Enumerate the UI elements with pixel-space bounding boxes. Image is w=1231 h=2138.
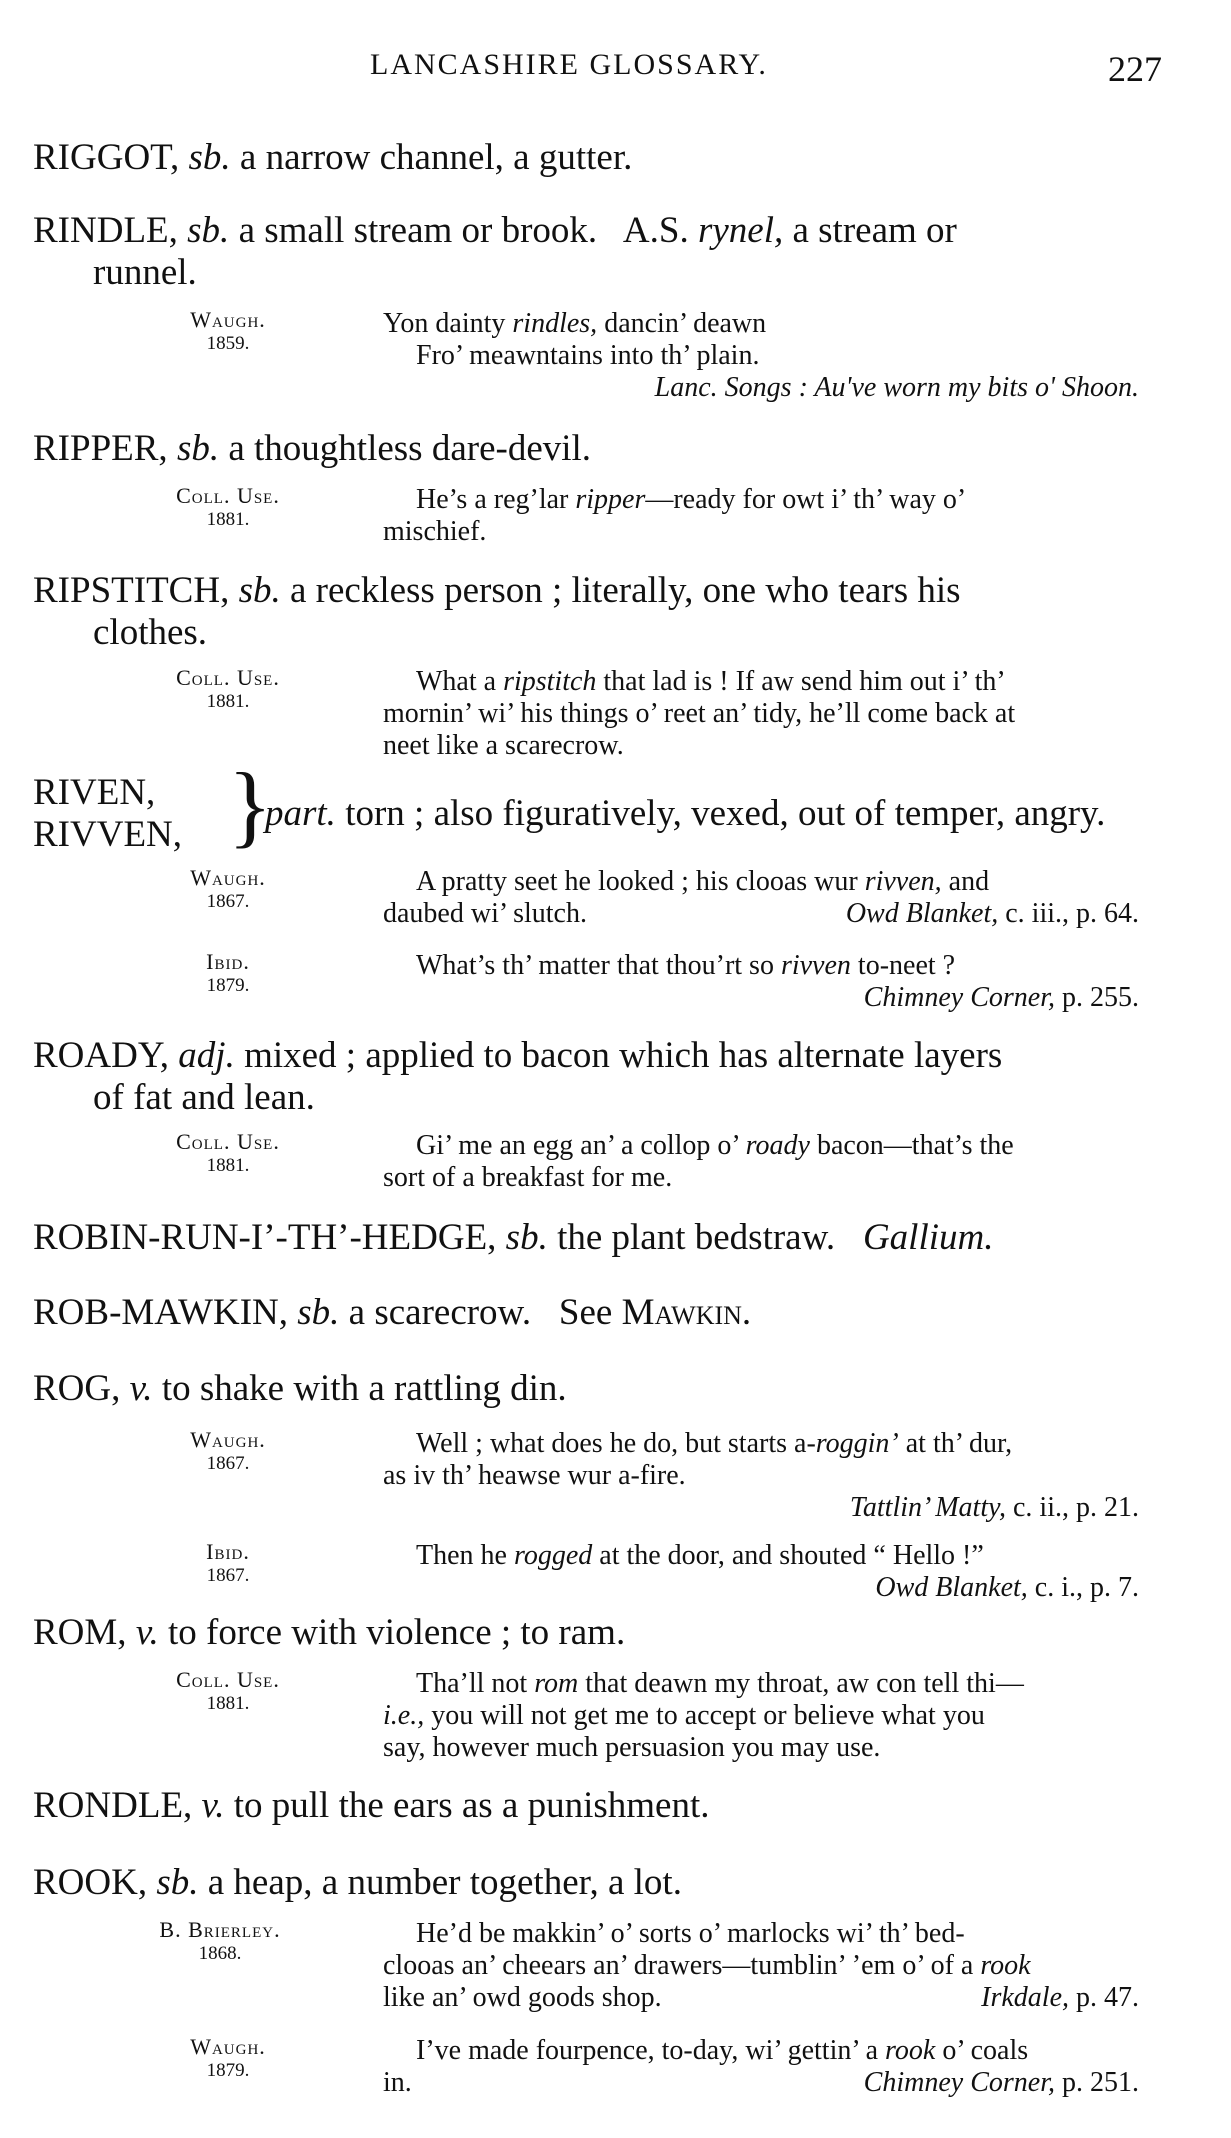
citation-reference: Chimney Corner, [863,2067,1055,2098]
quote-text: say, however much persuasion you may use. [383,1732,881,1763]
citation-quote [383,308,1179,404]
quote-text: I’ve made fourpence, to-day, wi’ gettin’ a [416,2035,886,2066]
citation-quote [383,866,1179,930]
definition: to force with violence ; to ram. [168,1612,626,1653]
source-year: 1859. [206,333,250,354]
source-name: B. Brierley. [159,1917,281,1942]
citation-source [148,1668,308,1716]
quote-keyword: ripstitch [503,666,597,697]
quote-text: clooas an’ cheears an’ drawers—tumblin’ ’em o’ of a [383,1950,981,1981]
quote-keyword: rogged [513,1540,593,1571]
citation-page: c. iii., p. 64. [998,898,1139,929]
headword: RIPPER, [33,428,168,469]
citation-source [148,1428,308,1476]
citation-page: c. i., p. 7. [1027,1572,1139,1603]
part-of-speech: sb. [188,137,231,178]
citation-quote [383,1428,1179,1524]
headword: RIPSTITCH, [33,570,230,611]
definition-cont: a stream or [792,210,957,251]
headword: ROG, [33,1368,121,1409]
entry-rog [33,1368,1179,1410]
source-name: Coll. Use. [176,665,280,690]
citation-reference: Irkdale, [981,1982,1069,2013]
definition: the plant bedstraw. [557,1217,836,1258]
definition: a heap, a number together, a lot. [207,1862,682,1903]
citation-quote [383,1540,1179,1604]
definition-cont: clothes. [93,612,208,653]
quote-keyword: rivven [780,950,851,981]
entry-rondle [33,1785,1179,1827]
citation-source [148,1130,308,1178]
entry-rindle [33,210,1179,294]
headword: ROBIN-RUN-I’-TH’-HEDGE, [33,1217,497,1258]
source-year: 1881. [206,509,250,530]
citation-source [148,2035,308,2083]
part-of-speech: sb. [156,1862,199,1903]
citation-source [148,308,308,356]
source-name: Coll. Use. [176,483,280,508]
quote-keyword: rook [980,1950,1031,1981]
quote-text: What’s th’ matter that thou’rt so [416,950,781,981]
quote-text: Then he [416,1540,514,1571]
source-name: Waugh. [190,865,266,890]
quote-text: that deawn my throat, aw con tell thi— [578,1668,1024,1699]
entry-roady [33,1035,1179,1119]
source-year: 1879. [206,2060,250,2081]
quote-text: He’d be makkin’ o’ sorts o’ marlocks wi’ th’ bed- [416,1918,965,1949]
quote-text: Well ; what does he do, but starts a- [416,1428,816,1459]
quote-text: sort of a breakfast for me. [383,1162,673,1193]
citation-quote [383,1130,1179,1194]
quote-text: you will not get me to accept or believe what you [424,1700,985,1731]
source-name: Ibid. [206,949,250,974]
citation-quote [383,484,1179,548]
part-of-speech: sb. [187,210,230,251]
running-header: LANCASHIRE GLOSSARY. [370,48,768,81]
definition: torn ; also figuratively, vexed, out of temper, angry. [345,793,1106,834]
headword: ROM, [33,1612,127,1653]
source-year: 1881. [206,1155,250,1176]
part-of-speech: v. [201,1785,225,1826]
citation-quote [383,1918,1179,2014]
citation-page: c. ii., p. 21. [1006,1492,1139,1523]
quote-keyword: rook [885,2035,936,2066]
entry-rob-mawkin [33,1292,1179,1334]
quote-keyword: rindles, [512,308,598,339]
citation-source [148,866,308,914]
definition-cont: of fat and lean. [93,1077,315,1118]
quote-text: and [941,866,990,897]
quote-text: mischief. [383,516,487,547]
source-name: Ibid. [206,1539,250,1564]
quote-text: o’ coals [935,2035,1029,2066]
definition-cont: runnel. [93,252,197,293]
headword: RIGGOT, [33,137,180,178]
part-of-speech: v. [129,1368,153,1409]
entry-rom [33,1612,1179,1654]
source-year: 1881. [206,691,250,712]
quote-text: Fro’ meawntains into th’ plain. [416,340,760,371]
citation-reference: Tattlin’ Matty, [849,1492,1006,1523]
citation-source [148,1540,308,1588]
part-of-speech: adj. [178,1035,235,1076]
quote-text: neet like a scarecrow. [383,730,624,761]
citation-page: p. 255. [1055,982,1139,1013]
definition: to pull the ears as a punishment. [233,1785,710,1826]
source-name: Coll. Use. [176,1667,280,1692]
cross-reference-word: Mawkin. [621,1292,752,1333]
quote-text: bacon—that’s the [809,1130,1014,1161]
citation-source [120,1918,320,1966]
source-year: 1879. [206,975,250,996]
citation-source [148,666,308,714]
definition: a thoughtless dare-devil. [228,428,592,469]
citation-page: p. 251. [1055,2067,1139,2098]
quote-text: Tha’ll not [416,1668,535,1699]
citation-quote [383,666,1179,762]
entry-ripper [33,428,1179,470]
quote-text: dancin’ deawn [597,308,767,339]
cross-reference-label: See [558,1292,613,1333]
citation-page: p. 47. [1069,1982,1139,2013]
definition: a reckless person ; literally, one who tears his [289,570,961,611]
etymology-label: A.S. [622,210,689,251]
quote-text: as iv th’ heawse wur a-fire. [383,1460,686,1491]
quote-keyword: rivven, [864,866,942,897]
etymology-word: rynel, [697,210,784,251]
source-year: 1881. [206,1693,250,1714]
citation-quote [383,1668,1179,1764]
citation-reference: Chimney Corner, [863,982,1055,1013]
headword: ROADY, [33,1035,170,1076]
quote-keyword: ripper [575,484,646,515]
part-of-speech: sb. [176,428,220,469]
part-of-speech: part. [265,793,336,834]
citation-source [148,950,308,998]
source-year: 1868. [198,1943,242,1964]
part-of-speech: v. [135,1612,159,1653]
definition: to shake with a rattling din. [161,1368,567,1409]
quote-abbrev: i.e., [383,1700,425,1731]
quote-text: He’s a reg’lar [416,484,576,515]
headword: ROB-MAWKIN, [33,1292,288,1333]
quote-text: daubed wi’ slutch. [383,898,587,929]
entry-ripstitch [33,570,1179,654]
quote-text: mornin’ wi’ his things o’ reet an’ tidy, he’ll come back at [383,698,1016,729]
definition: a small stream or brook. [238,210,598,251]
headword: RIVVEN, [33,814,183,855]
quote-text: to-neet ? [850,950,956,981]
quote-text: that lad is ! If aw send him out i’ th’ [596,666,1006,697]
definition: mixed ; applied to bacon which has alternate layers [244,1035,1003,1076]
entry-riven-definition [265,793,1179,835]
quote-keyword: roady [745,1130,810,1161]
definition: a scarecrow. [348,1292,532,1333]
source-year: 1867. [206,1453,250,1474]
source-year: 1867. [206,891,250,912]
entry-robin-run [33,1217,1179,1259]
citation-reference: Owd Blanket, [875,1572,1028,1603]
part-of-speech: sb. [238,570,281,611]
page-number: 227 [1108,49,1162,89]
definition: a narrow channel, a gutter. [239,137,633,178]
entry-riggot [33,137,1179,179]
part-of-speech: sb. [505,1217,548,1258]
source-year: 1867. [206,1565,250,1586]
quote-text: at th’ dur, [898,1428,1013,1459]
source-name: Waugh. [190,1427,266,1452]
quote-text: at the door, and shouted “ Hello !” [592,1540,984,1571]
quote-text: Gi’ me an egg an’ a collop o’ [416,1130,746,1161]
quote-keyword: roggin’ [815,1428,899,1459]
quote-text: Yon dainty [383,308,513,339]
source-name: Waugh. [190,307,266,332]
citation-reference: Lanc. Songs : Au've worn my bits o' Shoon. [654,372,1139,403]
entry-rook [33,1862,1179,1904]
citation-source [148,484,308,532]
headword: RINDLE, [33,210,178,251]
quote-text: like an’ owd goods shop. [383,1982,662,2013]
source-name: Waugh. [190,2034,266,2059]
latin-name: Gallium. [862,1217,994,1258]
headword: ROOK, [33,1862,148,1903]
citation-quote [383,950,1179,1014]
citation-reference: Owd Blanket, [845,898,999,929]
quote-keyword: rom [534,1668,579,1699]
headword: RIVEN, [33,772,156,813]
quote-text: A pratty seet he looked ; his clooas wur [416,866,865,897]
quote-text: in. [383,2067,412,2098]
part-of-speech: sb. [297,1292,340,1333]
citation-quote [383,2035,1179,2099]
brace: } [228,754,273,856]
headword: RONDLE, [33,1785,193,1826]
quote-text: What a [416,666,504,697]
source-name: Coll. Use. [176,1129,280,1154]
quote-text: —ready for owt i’ th’ way o’ [645,484,967,515]
entry-riven-headwords [33,772,253,856]
